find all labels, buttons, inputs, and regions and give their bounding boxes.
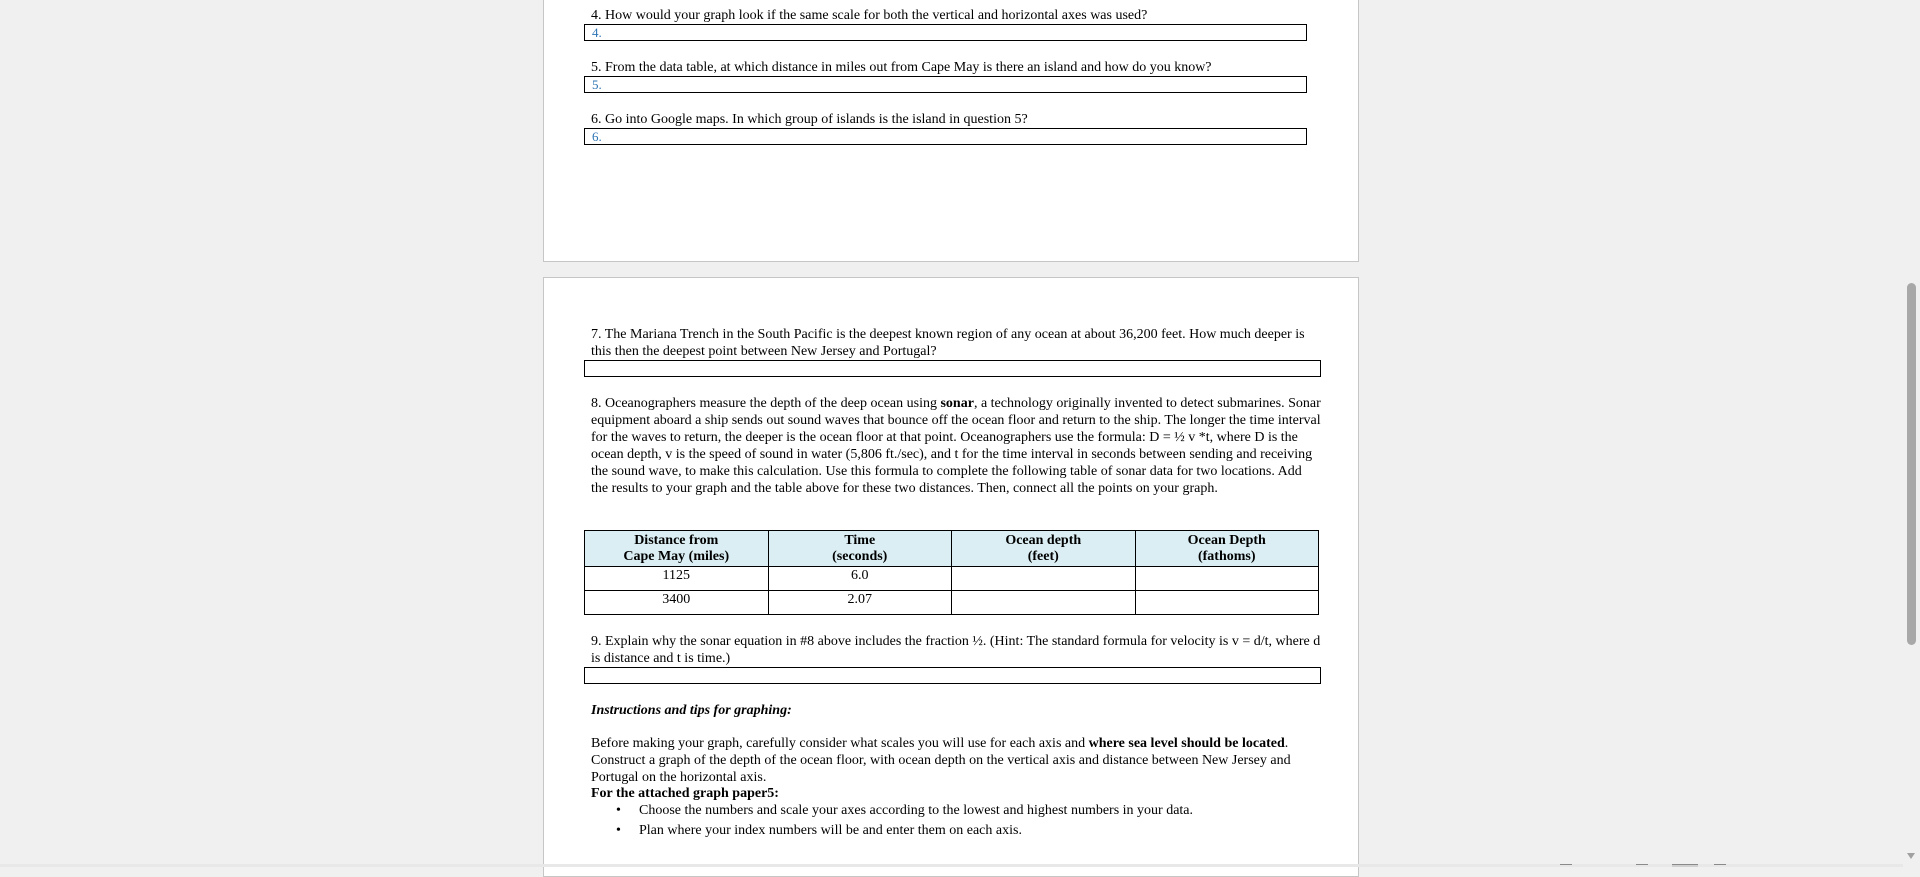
document-page-2 <box>543 277 1359 877</box>
list-item: • Choose the numbers and scale your axes according to the lowest and highest numbers in your data. <box>591 802 1321 819</box>
tips-list <box>591 802 1321 842</box>
instructions-heading: Instructions and tips for graphing: <box>591 703 792 718</box>
graph-instructions-paragraph: Before making your graph, carefully consider what scales you will use for each axis and where sea level should be located. Construct a graph of the depth of the ocean floor, with ocean depth on the vertical axis and distance between New Jersey and Portugal on the horizontal axis. <box>591 736 1291 785</box>
header-ocean-depth-feet: Ocean depth (feet) <box>952 531 1136 567</box>
scroll-down-arrow-icon[interactable] <box>1907 853 1915 859</box>
graph-paper-heading: For the attached graph paper5: <box>591 786 779 801</box>
scrollbar-thumb[interactable] <box>1907 283 1916 645</box>
question-7-text: 7. The Mariana Trench in the South Pacific is the deepest known region of any ocean at about 36,200 feet. How much deeper is this then the deepest point between New Jersey and Portugal? <box>591 327 1305 359</box>
header-distance: Distance from Cape May (miles) <box>585 531 769 567</box>
list-item: • Plan where your index numbers will be and enter them on each axis. <box>591 822 1321 839</box>
table-row <box>585 567 1319 591</box>
vertical-scrollbar[interactable] <box>1903 0 1920 867</box>
header-time: Time (seconds) <box>768 531 952 567</box>
document-page-1 <box>543 0 1359 262</box>
question-9-text: 9. Explain why the sonar equation in #8 above includes the fraction ½. (Hint: The standard formula for velocity is v = d/t, where d is distance and t is time.) <box>591 634 1321 666</box>
question-8-suffix: , a technology originally invented to detect submarines. Sonar equipment aboard a ship sends out sound waves that bounce off the ocean floor and return to the ship. The longer the time interval for the waves to return, the deeper is the ocean floor at that point. Oceanographers use the formula: D = ½ v *t, where D is the ocean depth, v is the speed of sound in water (5,806 ft./sec), and t for the time interval in seconds between sending and receiving the sound wave, to make this calculation. Use this formula to complete the following table of sonar data for two locations. Add the results to your graph and the table above for these two distances. Then, connect all the points on your graph. <box>591 396 1321 496</box>
sonar-data-table <box>584 530 1319 615</box>
table-cell-input[interactable] <box>1135 591 1319 615</box>
table-cell: 6.0 <box>768 567 952 591</box>
question-8-text <box>591 395 1321 497</box>
answer-field-5[interactable]: 5. <box>584 76 1307 93</box>
table-cell: 1125 <box>585 567 769 591</box>
table-cell: 2.07 <box>768 591 952 615</box>
answer-field-9[interactable] <box>584 667 1321 684</box>
table-header-row <box>585 531 1319 567</box>
answer-field-6[interactable]: 6. <box>584 128 1307 145</box>
question-8-prefix: 8. Oceanographers measure the depth of the deep ocean using <box>591 396 941 411</box>
header-ocean-depth-fathoms: Ocean Depth (fathoms) <box>1135 531 1319 567</box>
question-8-bold: sonar <box>940 396 974 411</box>
question-4-text: 4. How would your graph look if the same scale for both the vertical and horizontal axes was used? <box>591 8 1148 23</box>
question-5-text: 5. From the data table, at which distance in miles out from Cape May is there an island and how do you know? <box>591 60 1212 75</box>
answer-field-7[interactable] <box>584 360 1321 377</box>
table-cell-input[interactable] <box>952 591 1136 615</box>
table-cell-input[interactable] <box>952 567 1136 591</box>
table-cell-input[interactable] <box>1135 567 1319 591</box>
question-6-text: 6. Go into Google maps. In which group of islands is the island in question 5? <box>591 112 1028 127</box>
table-cell: 3400 <box>585 591 769 615</box>
answer-field-4[interactable]: 4. <box>584 24 1307 41</box>
table-row <box>585 591 1319 615</box>
